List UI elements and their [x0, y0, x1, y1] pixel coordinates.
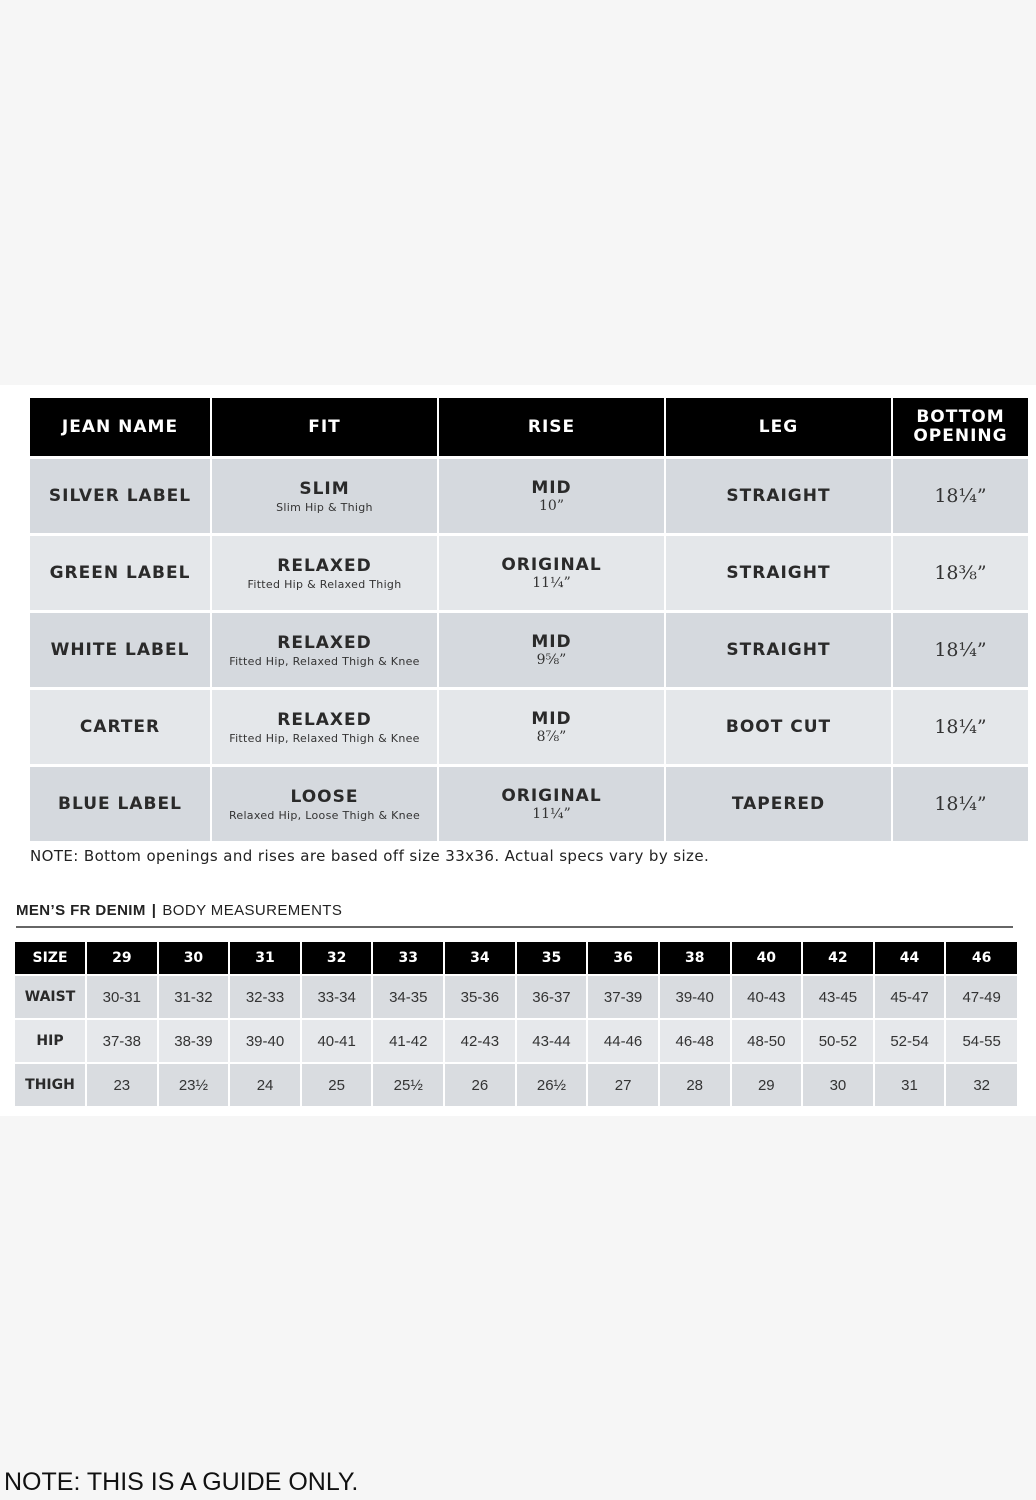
jean-row [30, 766, 1028, 842]
size-header-row [15, 942, 1017, 975]
measurement-label: THIGH [15, 1063, 86, 1106]
measurement-cell: 29 [731, 1063, 803, 1106]
bottom-opening-cell: 18¼” [892, 766, 1028, 842]
measurement-cell: 50-52 [802, 1019, 874, 1063]
body-measurements-title [16, 902, 342, 919]
measurement-cell: 27 [587, 1063, 659, 1106]
size-header-cell: 42 [802, 942, 874, 975]
size-header-cell: 44 [874, 942, 946, 975]
measurement-label: HIP [15, 1019, 86, 1063]
fit-cell [211, 458, 438, 535]
fit-detail: Relaxed Hip, Loose Thigh & Knee [228, 808, 421, 822]
measurement-cell: 47-49 [945, 975, 1017, 1019]
measurement-cell: 34-35 [372, 975, 444, 1019]
measurement-cell: 42-43 [444, 1019, 516, 1063]
specs-note: NOTE: Bottom openings and rises are based off size 33x36. Actual specs vary by size. [30, 847, 710, 865]
rise-value: ORIGINAL [501, 555, 602, 575]
rise-cell [438, 689, 665, 766]
size-header-cell: 46 [945, 942, 1017, 975]
leg-cell: STRAIGHT [665, 535, 892, 612]
bottom-opening-cell: 18¼” [892, 612, 1028, 689]
measurement-cell: 52-54 [874, 1019, 946, 1063]
size-header-cell: 36 [587, 942, 659, 975]
measurement-cell: 23 [86, 1063, 158, 1106]
bottom-opening-cell: 18¼” [892, 689, 1028, 766]
header-jean-name: JEAN NAME [30, 398, 211, 458]
fit-cell [211, 535, 438, 612]
fit-detail: Fitted Hip & Relaxed Thigh [247, 577, 402, 591]
size-header-cell: 30 [158, 942, 230, 975]
rise-measure: 8⅞” [536, 729, 567, 745]
size-header-label: SIZE [15, 942, 86, 975]
header-bottom-opening-line2: OPENING [913, 426, 1008, 446]
leg-cell: STRAIGHT [665, 612, 892, 689]
title-separator: | [151, 902, 157, 919]
body-measurements-title-rest: BODY MEASUREMENTS [162, 902, 343, 919]
rise-cell [438, 535, 665, 612]
measurement-cell: 39-40 [659, 975, 731, 1019]
rise-value: MID [531, 709, 572, 729]
measurement-cell: 41-42 [372, 1019, 444, 1063]
measurement-row [15, 1019, 1017, 1063]
header-bottom-opening [892, 398, 1028, 458]
jean-name-cell: SILVER LABEL [30, 458, 211, 535]
measurement-cell: 39-40 [229, 1019, 301, 1063]
measurement-cell: 36-37 [516, 975, 588, 1019]
size-header-cell: 33 [372, 942, 444, 975]
header-leg: LEG [665, 398, 892, 458]
measurement-cell: 37-38 [86, 1019, 158, 1063]
jean-row [30, 458, 1028, 535]
measurement-cell: 48-50 [731, 1019, 803, 1063]
measurement-cell: 26 [444, 1063, 516, 1106]
header-bottom-opening-line1: BOTTOM [916, 407, 1005, 427]
measurement-cell: 26½ [516, 1063, 588, 1106]
measurement-cell: 32-33 [229, 975, 301, 1019]
measurement-cell: 30-31 [86, 975, 158, 1019]
rise-value: MID [531, 632, 572, 652]
jean-row [30, 689, 1028, 766]
fit-detail: Slim Hip & Thigh [276, 500, 373, 514]
leg-cell: TAPERED [665, 766, 892, 842]
jean-table-header [30, 398, 1028, 458]
size-header-cell: 32 [301, 942, 373, 975]
fit-value: RELAXED [277, 555, 372, 576]
fit-detail: Fitted Hip, Relaxed Thigh & Knee [229, 731, 420, 745]
measurement-row [15, 975, 1017, 1019]
measurement-cell: 46-48 [659, 1019, 731, 1063]
measurement-cell: 30 [802, 1063, 874, 1106]
header-rise: RISE [438, 398, 665, 458]
size-header-cell: 35 [516, 942, 588, 975]
leg-cell: STRAIGHT [665, 458, 892, 535]
rise-cell [438, 612, 665, 689]
measurement-cell: 32 [945, 1063, 1017, 1106]
size-header-cell: 40 [731, 942, 803, 975]
size-header-cell: 31 [229, 942, 301, 975]
fit-cell [211, 689, 438, 766]
measurement-cell: 23½ [158, 1063, 230, 1106]
rise-measure: 11¼” [532, 806, 571, 822]
measurement-cell: 43-44 [516, 1019, 588, 1063]
rise-cell [438, 458, 665, 535]
size-header-cell: 29 [86, 942, 158, 975]
header-fit: FIT [211, 398, 438, 458]
fit-cell [211, 612, 438, 689]
measurement-cell: 24 [229, 1063, 301, 1106]
fit-value: LOOSE [290, 786, 359, 807]
measurement-cell: 35-36 [444, 975, 516, 1019]
rise-measure: 11¼” [532, 575, 571, 591]
measurement-cell: 38-39 [158, 1019, 230, 1063]
jean-fit-table [30, 398, 1028, 841]
bottom-opening-cell: 18¼” [892, 458, 1028, 535]
size-header-cell: 34 [444, 942, 516, 975]
guide-note: NOTE: THIS IS A GUIDE ONLY. [4, 1468, 359, 1496]
measurement-cell: 31-32 [158, 975, 230, 1019]
rise-value: MID [531, 478, 572, 498]
measurement-cell: 37-39 [587, 975, 659, 1019]
rise-cell [438, 766, 665, 842]
measurement-cell: 40-43 [731, 975, 803, 1019]
leg-cell: BOOT CUT [665, 689, 892, 766]
measurement-cell: 43-45 [802, 975, 874, 1019]
size-header-cell: 38 [659, 942, 731, 975]
rise-measure: 10” [539, 498, 564, 514]
rise-measure: 9⅝” [536, 652, 567, 668]
fit-detail: Fitted Hip, Relaxed Thigh & Knee [229, 654, 420, 668]
body-measurements-table [15, 942, 1017, 1106]
body-measurements-title-strong: MEN’S FR DENIM [16, 902, 146, 919]
measurement-cell: 28 [659, 1063, 731, 1106]
measurement-cell: 54-55 [945, 1019, 1017, 1063]
measurement-cell: 25 [301, 1063, 373, 1106]
rise-value: ORIGINAL [501, 786, 602, 806]
bottom-opening-cell: 18⅜” [892, 535, 1028, 612]
fit-value: SLIM [299, 478, 350, 499]
jean-name-cell: GREEN LABEL [30, 535, 211, 612]
fit-value: RELAXED [277, 709, 372, 730]
measurement-row [15, 1063, 1017, 1106]
fit-value: RELAXED [277, 632, 372, 653]
title-divider [16, 926, 1013, 928]
fit-cell [211, 766, 438, 842]
measurement-cell: 31 [874, 1063, 946, 1106]
measurement-cell: 44-46 [587, 1019, 659, 1063]
measurement-cell: 25½ [372, 1063, 444, 1106]
jean-name-cell: BLUE LABEL [30, 766, 211, 842]
measurement-label: WAIST [15, 975, 86, 1019]
jean-row [30, 535, 1028, 612]
jean-name-cell: WHITE LABEL [30, 612, 211, 689]
measurement-cell: 40-41 [301, 1019, 373, 1063]
measurement-cell: 33-34 [301, 975, 373, 1019]
measurement-cell: 45-47 [874, 975, 946, 1019]
jean-row [30, 612, 1028, 689]
jean-name-cell: CARTER [30, 689, 211, 766]
